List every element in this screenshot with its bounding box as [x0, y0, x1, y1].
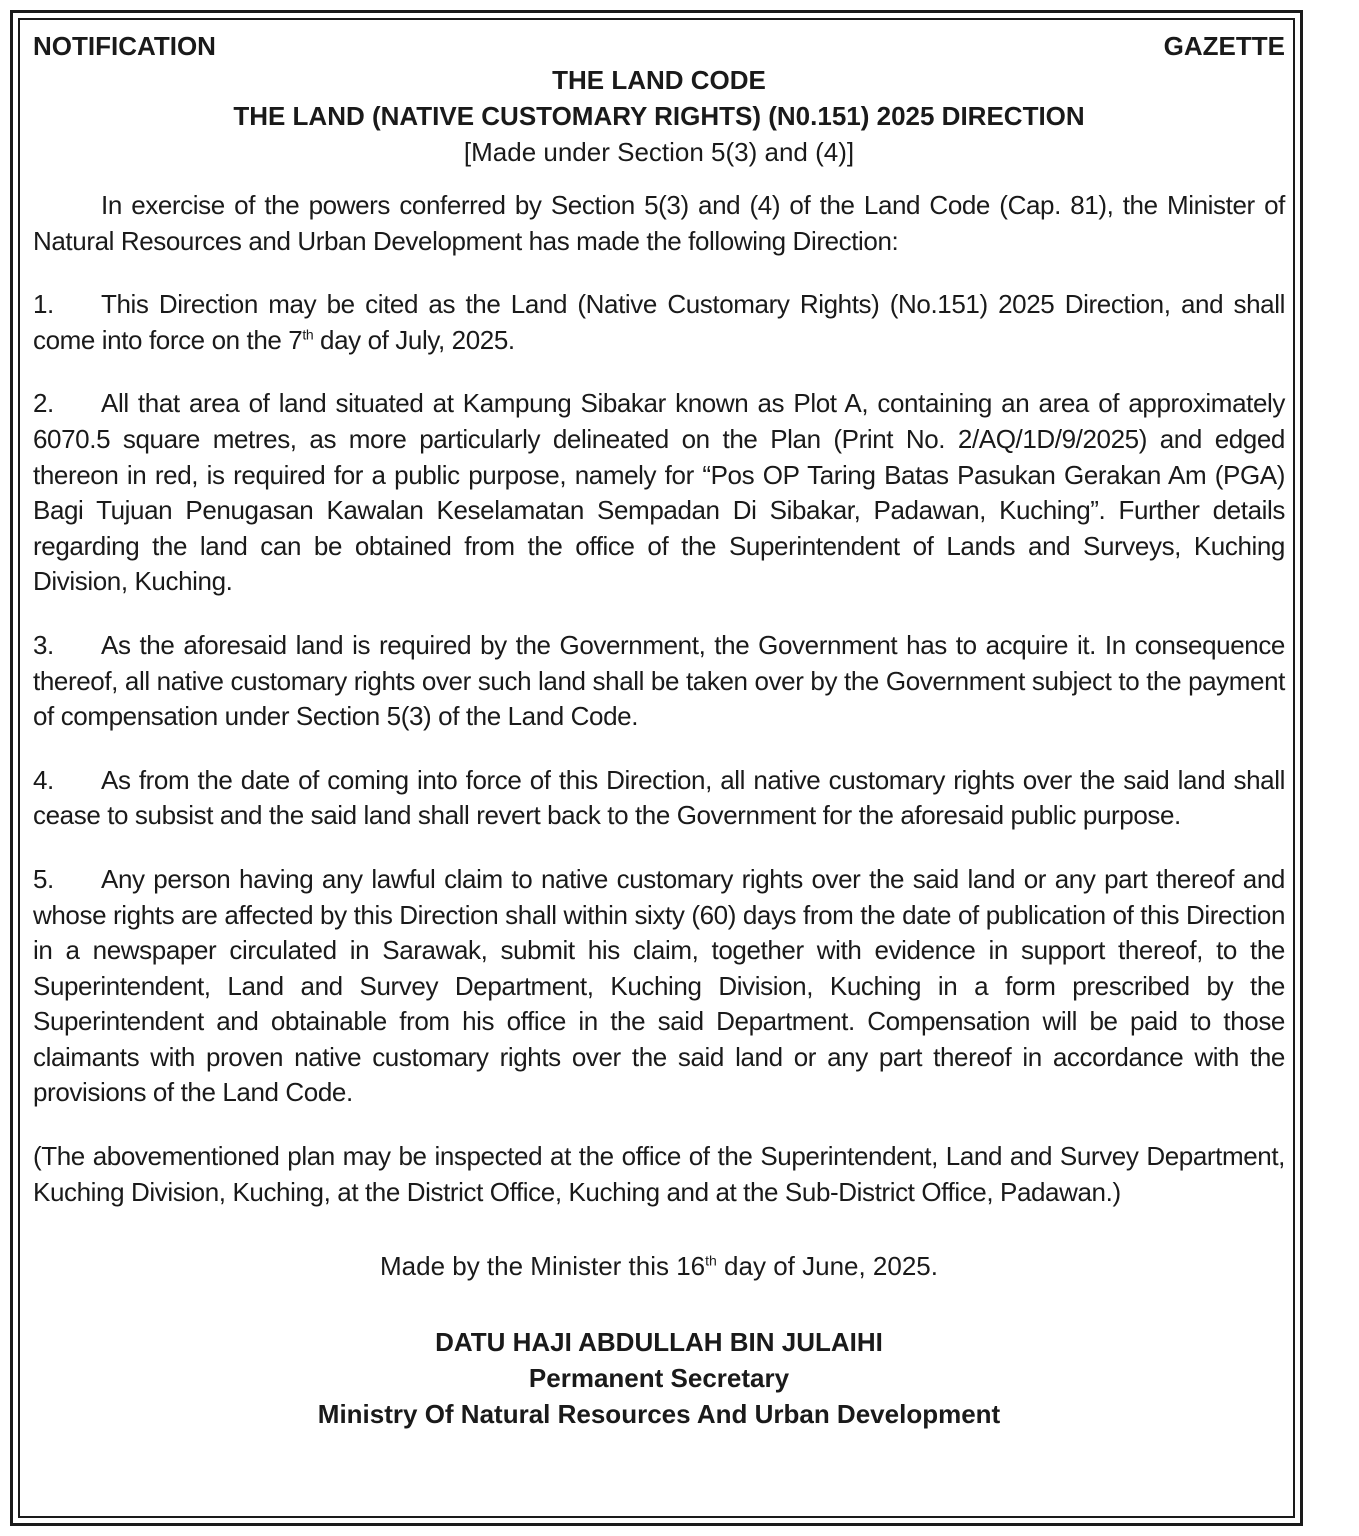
paragraph-1: [33, 287, 1285, 358]
preamble: In exercise of the powers conferred by Section 5(3) and (4) of the Land Code (Cap. 81), the Minister of Natural Resources and Urban Development has made the following Direction:: [33, 190, 1285, 256]
paragraph-text: This Direction may be cited as the Land (Native Customary Rights) (No.151) 2025 Direction, and shall come into force on the 7: [33, 289, 1285, 355]
signatory-position: Permanent Secretary: [528, 1363, 790, 1394]
signatory-ministry: Ministry Of Natural Resources And Urban Development: [317, 1399, 1001, 1430]
paragraph-text: As the aforesaid land is required by the Government, the Government has to acquire it. In consequence thereof, all native customary rights over such land shall be taken over by the Government subject to the payment of compensation under Section 5(3) of the Land Code.: [33, 629, 1285, 732]
made-by-line: [33, 1248, 1285, 1284]
ordinal-suffix: th: [302, 326, 314, 343]
paragraph-2: [33, 386, 1285, 600]
signature-block: [33, 1324, 1285, 1432]
title-land-code: THE LAND CODE: [552, 65, 766, 95]
signatory-name: DATU HAJI ABDULLAH BIN JULAIHI: [435, 1327, 883, 1358]
paragraph-number: 4.: [33, 764, 54, 795]
paragraph-text: As from the date of coming into force of this Direction, all native customary rights over the said land shall cease to subsist and the said land shall revert back to the Government for the aforesaid public purpose.: [33, 764, 1285, 831]
inspection-note: (The abovementioned plan may be inspected at the office of the Superintendent, Land and Survey Department, Kuching Division, Kuching, at the District Office, Kuching and at the Sub-District Office, Padawan.): [33, 1141, 1285, 1207]
notice-body: [33, 28, 1285, 1432]
made-under-note: [Made under Section 5(3) and (4)]: [463, 137, 855, 167]
paragraph-4: [33, 763, 1285, 834]
paragraph-number: 5.: [33, 863, 54, 894]
gazette-label: GAZETTE: [1163, 31, 1285, 61]
title-direction: THE LAND (NATIVE CUSTOMARY RIGHTS) (N0.151) 2025 DIRECTION: [233, 101, 1085, 131]
made-by-text: Made by the Minister this 16: [379, 1251, 706, 1282]
paragraph-text-end: day of July, 2025.: [313, 324, 515, 355]
paragraph-number: 2.: [33, 388, 54, 419]
paragraph-number: 1.: [33, 289, 54, 320]
paragraph-text: All that area of land situated at Kampung Sibakar known as Plot A, containing an area of approximately 6070.5 square metres, as more particularly delineated on the Plan (Print No. 2/AQ/1D/9/2025) and edged thereon in red, is required for a public purpose, namely for “Pos OP Taring Batas Pasukan Gerakan Am (PGA) Bagi Tujuan Penugasan Kawalan Keselamatan Sempadan Di Sibakar, Padawan, Kuching”. Further details regarding the land can be obtained from the office of the Superintendent of Lands and Surveys, Kuching Division, Kuching.: [33, 388, 1285, 597]
paragraph-text: Any person having any lawful claim to native customary rights over the said land or any part thereof and whose rights are affected by this Direction shall within sixty (60) days from the date of publication of this Direction in a newspaper circulated in Sarawak, submit his claim, together with evidence in support thereof, to the Superintendent, Land and Survey Department, Kuching Division, Kuching in a form prescribed by the Superintendent and obtainable from his office in the said Department. Compensation will be paid to those claimants with proven native customary rights over the said land or any part thereof in accordance with the provisions of the Land Code.: [33, 863, 1285, 1108]
paragraph-5: [33, 862, 1285, 1111]
paragraph-number: 3.: [33, 629, 54, 660]
notice-header-row: [33, 28, 1285, 64]
paragraph-3: [33, 628, 1285, 735]
notification-label: NOTIFICATION: [33, 31, 216, 61]
made-by-text-end: day of June, 2025.: [716, 1251, 938, 1282]
ordinal-suffix: th: [705, 1252, 717, 1269]
